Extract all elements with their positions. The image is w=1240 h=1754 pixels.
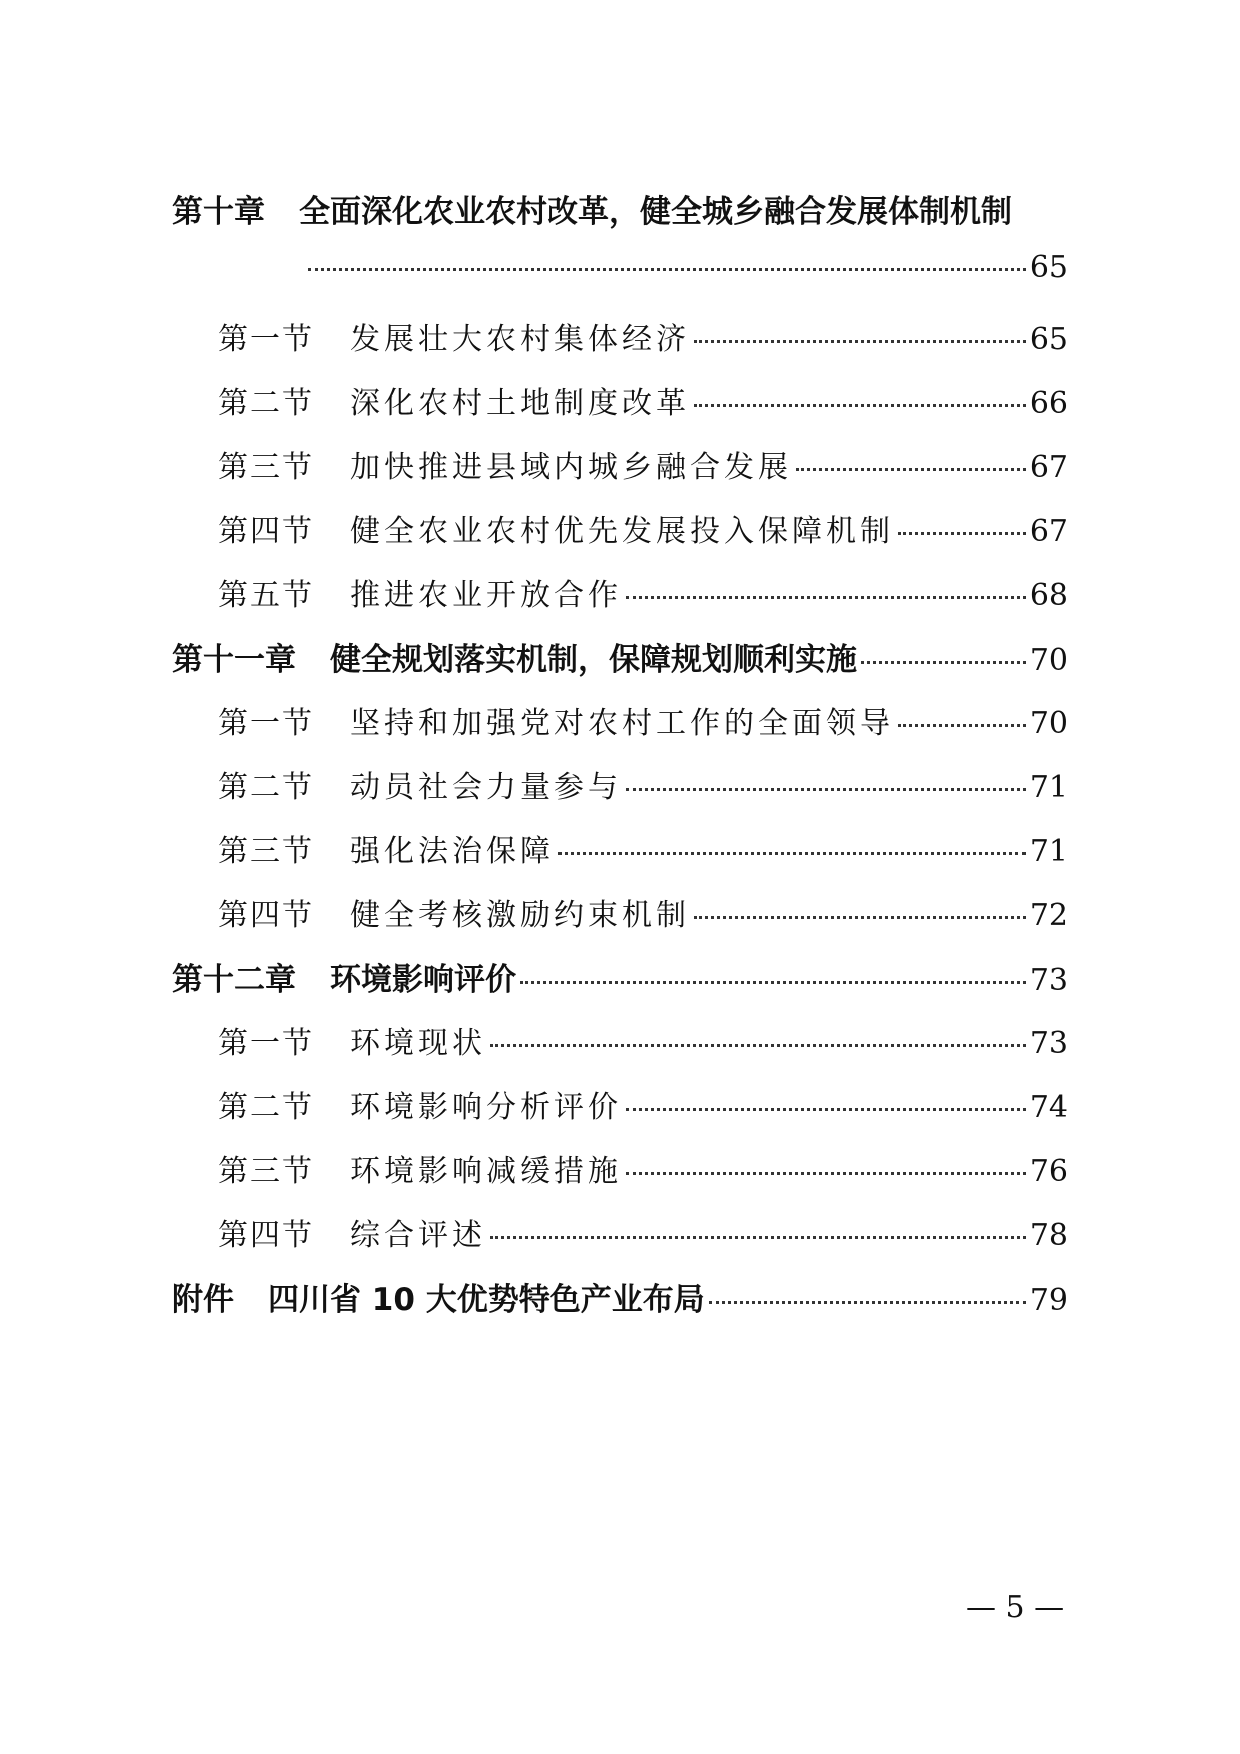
page-number: 79: [1029, 1283, 1068, 1318]
page-number: 66: [1029, 386, 1068, 421]
dot-leader: [898, 724, 1026, 727]
dot-leader: [490, 1236, 1026, 1239]
section-title: 动员社会力量参与: [350, 770, 622, 805]
section-title: 环境影响分析评价: [350, 1090, 622, 1125]
toc-section[interactable]: [218, 1018, 1068, 1064]
dot-leader: [898, 532, 1026, 535]
section-number: 第三节: [218, 450, 314, 485]
section-title: 健全考核激励约束机制: [350, 898, 690, 933]
page-number: 67: [1029, 450, 1068, 485]
footer-page-number: — 5 —: [966, 1590, 1065, 1625]
page-number: 73: [1029, 963, 1068, 998]
chapter-number: 第十一章: [172, 642, 296, 678]
toc-section[interactable]: [218, 890, 1068, 936]
toc-chapter-10-continued[interactable]: [304, 250, 1068, 296]
dot-leader: [626, 1172, 1026, 1175]
section-number: 第三节: [218, 1154, 314, 1189]
appendix-title: 四川省 10 大优势特色产业布局: [268, 1282, 705, 1318]
toc-chapter-10[interactable]: [172, 186, 1068, 232]
dot-leader: [626, 788, 1026, 791]
dot-leader: [694, 404, 1026, 407]
toc-chapter-12[interactable]: [172, 954, 1068, 1000]
page-number: 73: [1029, 1026, 1068, 1061]
chapter-title: 全面深化农业农村改革，健全城乡融合发展体制机制: [299, 194, 1012, 230]
toc-section[interactable]: [218, 378, 1068, 424]
section-number: 第四节: [218, 1218, 314, 1253]
toc-section[interactable]: [218, 1082, 1068, 1128]
page-number: 65: [1029, 322, 1068, 357]
section-number: 第一节: [218, 1026, 314, 1061]
dot-leader: [308, 268, 1026, 271]
toc-section[interactable]: [218, 314, 1068, 360]
page-number: 68: [1029, 578, 1068, 613]
section-number: 第二节: [218, 1090, 314, 1125]
section-title: 环境影响减缓措施: [350, 1154, 622, 1189]
chapter-title: 健全规划落实机制，保障规划顺利实施: [330, 642, 857, 678]
page-number: 70: [1029, 643, 1068, 678]
section-title: 发展壮大农村集体经济: [350, 322, 690, 357]
page-number: 71: [1029, 770, 1068, 805]
chapter-number: 第十二章: [172, 962, 296, 998]
page-number: 67: [1029, 514, 1068, 549]
toc-section[interactable]: [218, 762, 1068, 808]
page-number: 71: [1029, 834, 1068, 869]
dot-leader: [709, 1301, 1026, 1304]
toc-chapter-11[interactable]: [172, 634, 1068, 680]
page-number: 72: [1029, 898, 1068, 933]
dot-leader: [694, 916, 1026, 919]
section-title: 健全农业农村优先发展投入保障机制: [350, 514, 894, 549]
dot-leader: [694, 340, 1026, 343]
toc-appendix[interactable]: [172, 1274, 1068, 1320]
section-number: 第四节: [218, 898, 314, 933]
section-number: 第二节: [218, 386, 314, 421]
section-number: 第四节: [218, 514, 314, 549]
section-number: 第二节: [218, 770, 314, 805]
section-number: 第一节: [218, 322, 314, 357]
toc-section[interactable]: [218, 1210, 1068, 1256]
dot-leader: [558, 852, 1026, 855]
page-number: 78: [1029, 1218, 1068, 1253]
dot-leader: [490, 1044, 1026, 1047]
section-title: 加快推进县域内城乡融合发展: [350, 450, 792, 485]
section-title: 环境现状: [350, 1026, 486, 1061]
chapter-number: 第十章: [172, 194, 265, 230]
dot-leader: [861, 661, 1026, 664]
section-number: 第五节: [218, 578, 314, 613]
section-number: 第一节: [218, 706, 314, 741]
toc-section[interactable]: [218, 506, 1068, 552]
section-title: 坚持和加强党对农村工作的全面领导: [350, 706, 894, 741]
dot-leader: [626, 596, 1026, 599]
section-title: 深化农村土地制度改革: [350, 386, 690, 421]
page-number: 76: [1029, 1154, 1068, 1189]
dot-leader: [796, 468, 1026, 471]
toc-section[interactable]: [218, 570, 1068, 616]
section-number: 第三节: [218, 834, 314, 869]
chapter-title: 环境影响评价: [330, 962, 516, 998]
dot-leader: [520, 981, 1026, 984]
dot-leader: [626, 1108, 1026, 1111]
appendix-label: 附件: [172, 1282, 234, 1318]
toc-section[interactable]: [218, 826, 1068, 872]
page-number: 65: [1029, 250, 1068, 285]
section-title: 强化法治保障: [350, 834, 554, 869]
section-title: 推进农业开放合作: [350, 578, 622, 613]
toc-section[interactable]: [218, 442, 1068, 488]
toc-section[interactable]: [218, 698, 1068, 744]
page-number: 74: [1029, 1090, 1068, 1125]
section-title: 综合评述: [350, 1218, 486, 1253]
page-number: 70: [1029, 706, 1068, 741]
toc-section[interactable]: [218, 1146, 1068, 1192]
